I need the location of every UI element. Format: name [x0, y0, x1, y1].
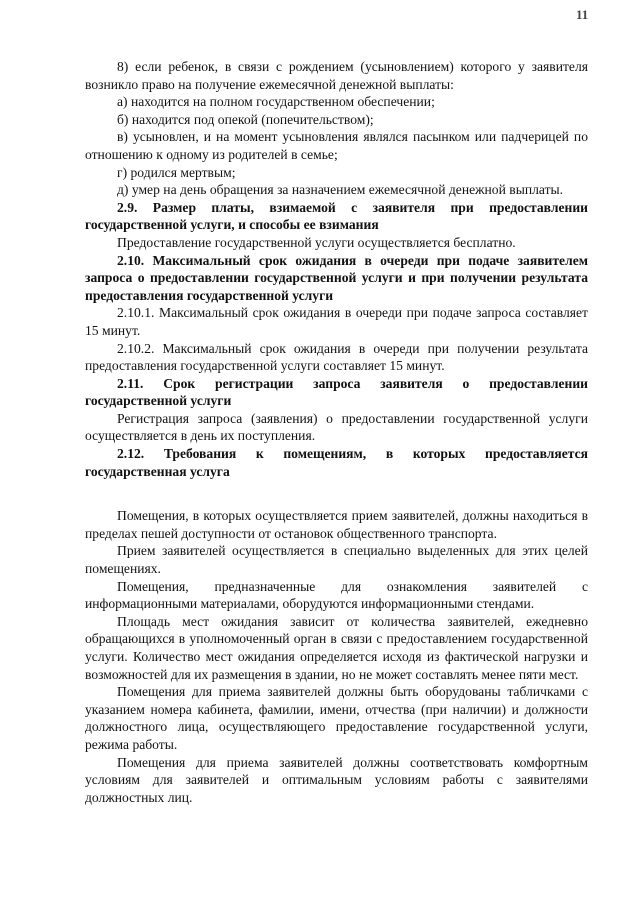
paragraph: Регистрация запроса (заявления) о предоставлении государственной услуги осуществляется в день их поступления.	[85, 410, 588, 444]
paragraph: 2.10.1. Максимальный срок ожидания в очереди при подаче запроса составляет 15 минут.	[85, 305, 588, 338]
section-heading-2-11: 2.11. Срок регистрации запроса заявителя о предоставлении государственной услуги	[85, 375, 588, 409]
paragraph: Предоставление государственной услуги осуществляется бесплатно.	[117, 234, 516, 250]
paragraph: Прием заявителей осуществляется в специально выделенных для этих целей помещениях.	[85, 543, 588, 577]
list-item-d: г) родился мертвым;	[117, 164, 236, 180]
list-item-a: а) находится на полном государственном обеспечении;	[117, 94, 435, 110]
section-heading-2-12: 2.12. Требования к помещениям, в которых предоставляется государственная услуга	[85, 446, 588, 479]
paragraph: 2.10.2. Максимальный срок ожидания в очереди при получении результата предоставления государственной услуги составляет 15 минут.	[85, 340, 588, 374]
section-spacer	[85, 480, 588, 507]
paragraph: Помещения, предназначенные для ознакомления заявителей с информационными материалами, оборудуются информационными стендами.	[85, 578, 588, 612]
list-intro: 8) если ребенок, в связи с рождением (усыновлением) которого у заявителя возникло право на получение ежемесячной денежной выплаты:	[85, 59, 588, 92]
document-body	[85, 58, 588, 806]
list-item-b: б) находится под опекой (попечительством);	[117, 111, 374, 127]
section-heading-2-10: 2.10. Максимальный срок ожидания в очереди при подаче заявителем запроса о предоставлении государственной услуги и при получении результата предоставления государственной услуги	[85, 252, 588, 303]
paragraph: Помещения для приема заявителей должны соответствовать комфортным условиям для заявителей и оптимальным условиям работы с заявителями должностных лиц.	[85, 754, 588, 805]
paragraph: Помещения, в которых осуществляется прием заявителей, должны находиться в пределах пешей доступности от остановок общественного транспорта.	[85, 508, 588, 541]
list-item-c: в) усыновлен, и на момент усыновления являлся пасынком или падчерицей по отношению к одному из родителей в семье;	[85, 129, 588, 162]
section-heading-2-9: 2.9. Размер платы, взимаемой с заявителя при предоставлении государственной услуги, и способы ее взимания	[85, 199, 588, 233]
list-item-e: д) умер на день обращения за назначением ежемесячной денежной выплаты.	[117, 182, 564, 198]
paragraph: Площадь мест ожидания зависит от количества заявителей, ежедневно обращающихся в уполномоченный орган в связи с предоставлением государственной услуги. Количество мест ожидания определяется исходя из фактической нагрузки и возможностей для их размещения в здании, но не может составлять менее пяти мест.	[85, 613, 588, 682]
page-number: 11	[576, 7, 589, 22]
paragraph: Помещения для приема заявителей должны быть оборудованы табличками с указанием номера кабинета, фамилии, имени, отчества (при наличии) и должности должностного лица, осуществляющего предоставление государственной услуги, режима работы.	[85, 684, 588, 752]
